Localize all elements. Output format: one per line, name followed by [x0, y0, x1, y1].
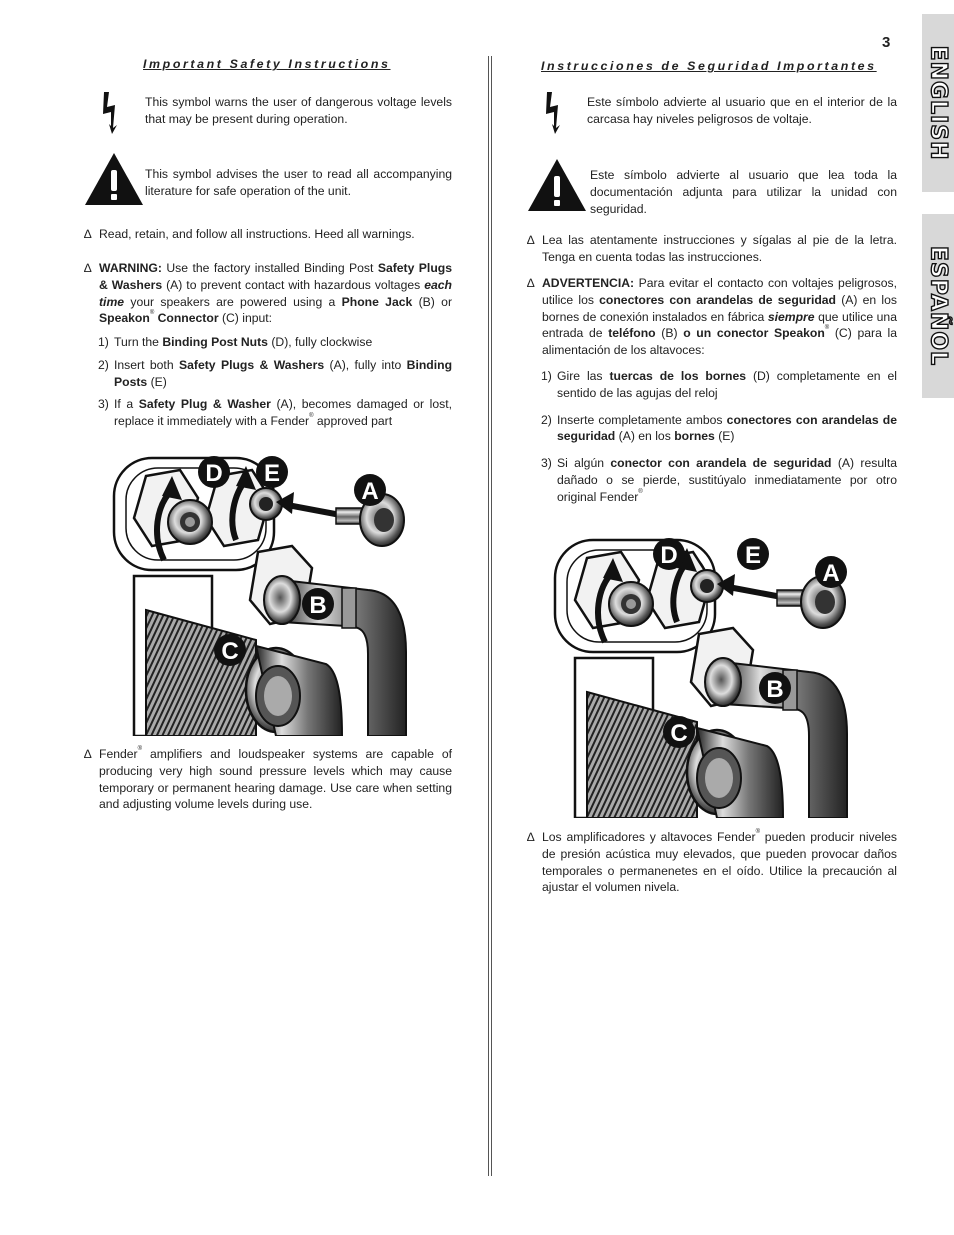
registered-mark: ®: [309, 413, 314, 420]
binding-post-illustration-es: [547, 522, 867, 823]
step-text: (D) completamente en el sentido de las agujas del reloj: [557, 369, 897, 400]
warning-text-part: (A) en los bornes de conexión instalados en fábrica: [542, 292, 897, 324]
language-tab-english-label: ENGLISH: [925, 45, 951, 161]
warning-text-es: [542, 275, 897, 359]
registered-mark: ®: [638, 488, 643, 495]
voltage-symbol-row: [84, 90, 452, 134]
hearing-damage-bullet-es: [527, 829, 897, 896]
warning-text-part: que utilice una entrada de: [542, 309, 897, 341]
triangle-bullet-icon: ∆: [84, 227, 92, 241]
warning-text-part: your speakers are powered using a: [124, 294, 342, 309]
step-term: conector con arandela de seguridad: [610, 456, 832, 471]
step-text: (A) resulta dañado o se pierde, sustitúyalo inmediatamente por otro original Fender: [557, 456, 898, 504]
step-text: approved part: [313, 414, 393, 429]
triangle-bullet-icon: ∆: [527, 276, 535, 290]
english-steps: [84, 334, 452, 436]
step-1: [84, 334, 452, 351]
step-text: (A), fully into: [324, 357, 407, 372]
triangle-bullet-icon: ∆: [84, 261, 92, 275]
triangle-bullet-icon: ∆: [527, 830, 535, 844]
callout-b: B: [309, 592, 327, 619]
warning-text-part: (A) to prevent contact with hazardous voltages: [162, 277, 425, 292]
lightning-bolt-icon: [100, 90, 122, 134]
registered-mark: ®: [824, 325, 830, 332]
warning-bullet-es: [527, 275, 897, 359]
warning-symbol-row-es: [527, 158, 897, 216]
registered-mark: ®: [149, 310, 155, 317]
step-text: If a: [114, 397, 139, 412]
binding-post-illustration: [106, 440, 426, 741]
warning-text-part: (B) or: [412, 294, 453, 309]
speakon-term: o un conector Speakon: [683, 326, 825, 341]
warning-symbol-row: [84, 152, 452, 206]
triangle-bullet-icon: ∆: [84, 747, 92, 761]
callout-a: A: [822, 560, 840, 587]
step-term: Binding Posts: [114, 357, 453, 389]
step-3: [84, 396, 452, 430]
lightning-bolt-icon: [543, 90, 565, 134]
warning-text-part: (C) para la alimentación de los altavoces:: [542, 326, 897, 358]
hearing-damage-text-es: [542, 829, 897, 896]
callout-d: D: [660, 542, 678, 569]
espanol-steps: [527, 368, 897, 512]
step-term: Binding Post Nuts: [162, 335, 268, 349]
step-text: Si algún: [557, 456, 611, 471]
language-tab-english[interactable]: [922, 14, 954, 192]
step-text: (E): [714, 429, 735, 444]
espanol-title: Instrucciones de Seguridad Importantes: [541, 59, 877, 73]
fender-brand: Los amplificadores y altavoces Fender: [542, 830, 756, 844]
warning-text-part: (B): [655, 326, 684, 341]
phone-jack-term: Phone Jack: [341, 294, 413, 309]
english-title: Important Safety Instructions: [143, 57, 391, 71]
warning-text-part: Use the factory installed Binding Post: [161, 261, 378, 275]
step-text: Turn the: [114, 335, 163, 349]
callout-d: D: [205, 460, 223, 487]
step-text: Insert both: [114, 357, 179, 372]
callout-a: A: [361, 478, 379, 505]
step-number: 3): [98, 397, 109, 412]
step-term: Safety Plugs & Washers: [179, 357, 325, 372]
callout-e: E: [263, 460, 281, 487]
hearing-damage-text: [99, 746, 452, 813]
literature-symbol-text-es: Este símbolo advierte al usuario que lea toda la documentación adjunta para utilizar la unidad con seguridad.: [590, 168, 897, 216]
warning-text-part: Para evitar el contacto con voltajes peligrosos, utilice los: [542, 276, 897, 307]
step-2: [84, 357, 452, 391]
warning-text-part: (C) input:: [218, 311, 273, 326]
callout-b: B: [766, 676, 784, 703]
fender-brand: Fender: [99, 747, 138, 761]
voltage-symbol-text: This symbol warns the user of dangerous voltage levels that may be present during operation.: [145, 95, 452, 126]
exclamation-triangle-icon: [84, 152, 144, 206]
triangle-bullet-icon: ∆: [527, 233, 535, 247]
read-instructions-bullet-es: [527, 232, 897, 266]
step-text: (E): [147, 374, 167, 389]
hearing-damage-body: pueden producir niveles de presión acústica muy elevados, que pueden provocar daños temporales o permanenetes en el oído. Utilice la precaución al ajustar el volumen nivela.: [542, 830, 898, 895]
registered-mark: ®: [137, 746, 143, 752]
literature-symbol-text: This symbol advises the user to read all accompanying literature for safe operation of the unit.: [145, 167, 452, 198]
step-1-es: [527, 368, 897, 402]
hearing-damage-body: amplifiers and loudspeaker systems are capable of producing very high sound pressure levels which may cause temporary or permanent hearing damage. Use care when setting and adjusting volume levels during use.: [99, 747, 452, 812]
read-instructions-text-es: Lea las atentamente instrucciones y sígalas al pie de la letra. Tenga en cuenta todas las instrucciones.: [542, 233, 897, 264]
warning-label: WARNING:: [99, 261, 162, 275]
step-term: tuercas de los bornes: [609, 369, 747, 383]
hearing-damage-bullet: [84, 746, 452, 813]
step-text: Gire las: [557, 369, 610, 383]
step-number: 3): [541, 456, 552, 471]
step-text: Inserte completamente ambos: [557, 412, 727, 427]
each-time-term: each time: [99, 277, 452, 309]
step-text: (D), fully clockwise: [267, 335, 373, 349]
safety-plugs-term: conectores con arandelas de seguridad: [599, 292, 837, 307]
page-number: 3: [882, 34, 891, 51]
read-instructions-bullet: [84, 226, 452, 243]
step-number: 1): [541, 369, 552, 383]
speakon-term: Speakon: [99, 311, 150, 326]
callout-e: E: [744, 542, 762, 569]
warning-text: [99, 260, 452, 327]
read-instructions-text: Read, retain, and follow all instructions. Heed all warnings.: [99, 227, 415, 241]
step-number: 2): [98, 357, 109, 372]
phone-jack-term: teléfono: [608, 326, 656, 341]
column-divider: [488, 56, 492, 1176]
callout-c: C: [670, 720, 688, 747]
step-text: (A) en los: [615, 429, 675, 444]
step-2-es: [527, 412, 897, 446]
safety-plugs-term: Safety Plugs & Washers: [99, 261, 452, 292]
registered-mark: ®: [755, 829, 760, 835]
warning-bullet: [84, 260, 452, 327]
step-number: 2): [541, 412, 552, 427]
connector-term: Connector: [154, 311, 219, 326]
language-tab-espanol-label: ESPAÑOL: [925, 245, 951, 367]
step-term: bornes: [674, 429, 715, 444]
exclamation-triangle-icon: [527, 158, 587, 212]
step-number: 1): [98, 335, 109, 349]
step-term: conectores con arandelas de seguridad: [557, 412, 897, 444]
siempre-term: siempre: [767, 309, 815, 324]
step-text: (A), becomes damaged or lost, replace it immediately with a Fender: [114, 397, 452, 429]
voltage-symbol-text-es: Este símbolo advierte al usuario que en el interior de la carcasa hay niveles peligrosos de voltaje.: [587, 95, 897, 126]
step-3-es: [527, 455, 897, 505]
language-tab-espanol[interactable]: [922, 214, 954, 398]
warning-label: ADVERTENCIA:: [542, 276, 635, 290]
callout-c: C: [221, 638, 239, 665]
voltage-symbol-row-es: [527, 90, 897, 134]
step-term: Safety Plug & Washer: [138, 397, 271, 412]
